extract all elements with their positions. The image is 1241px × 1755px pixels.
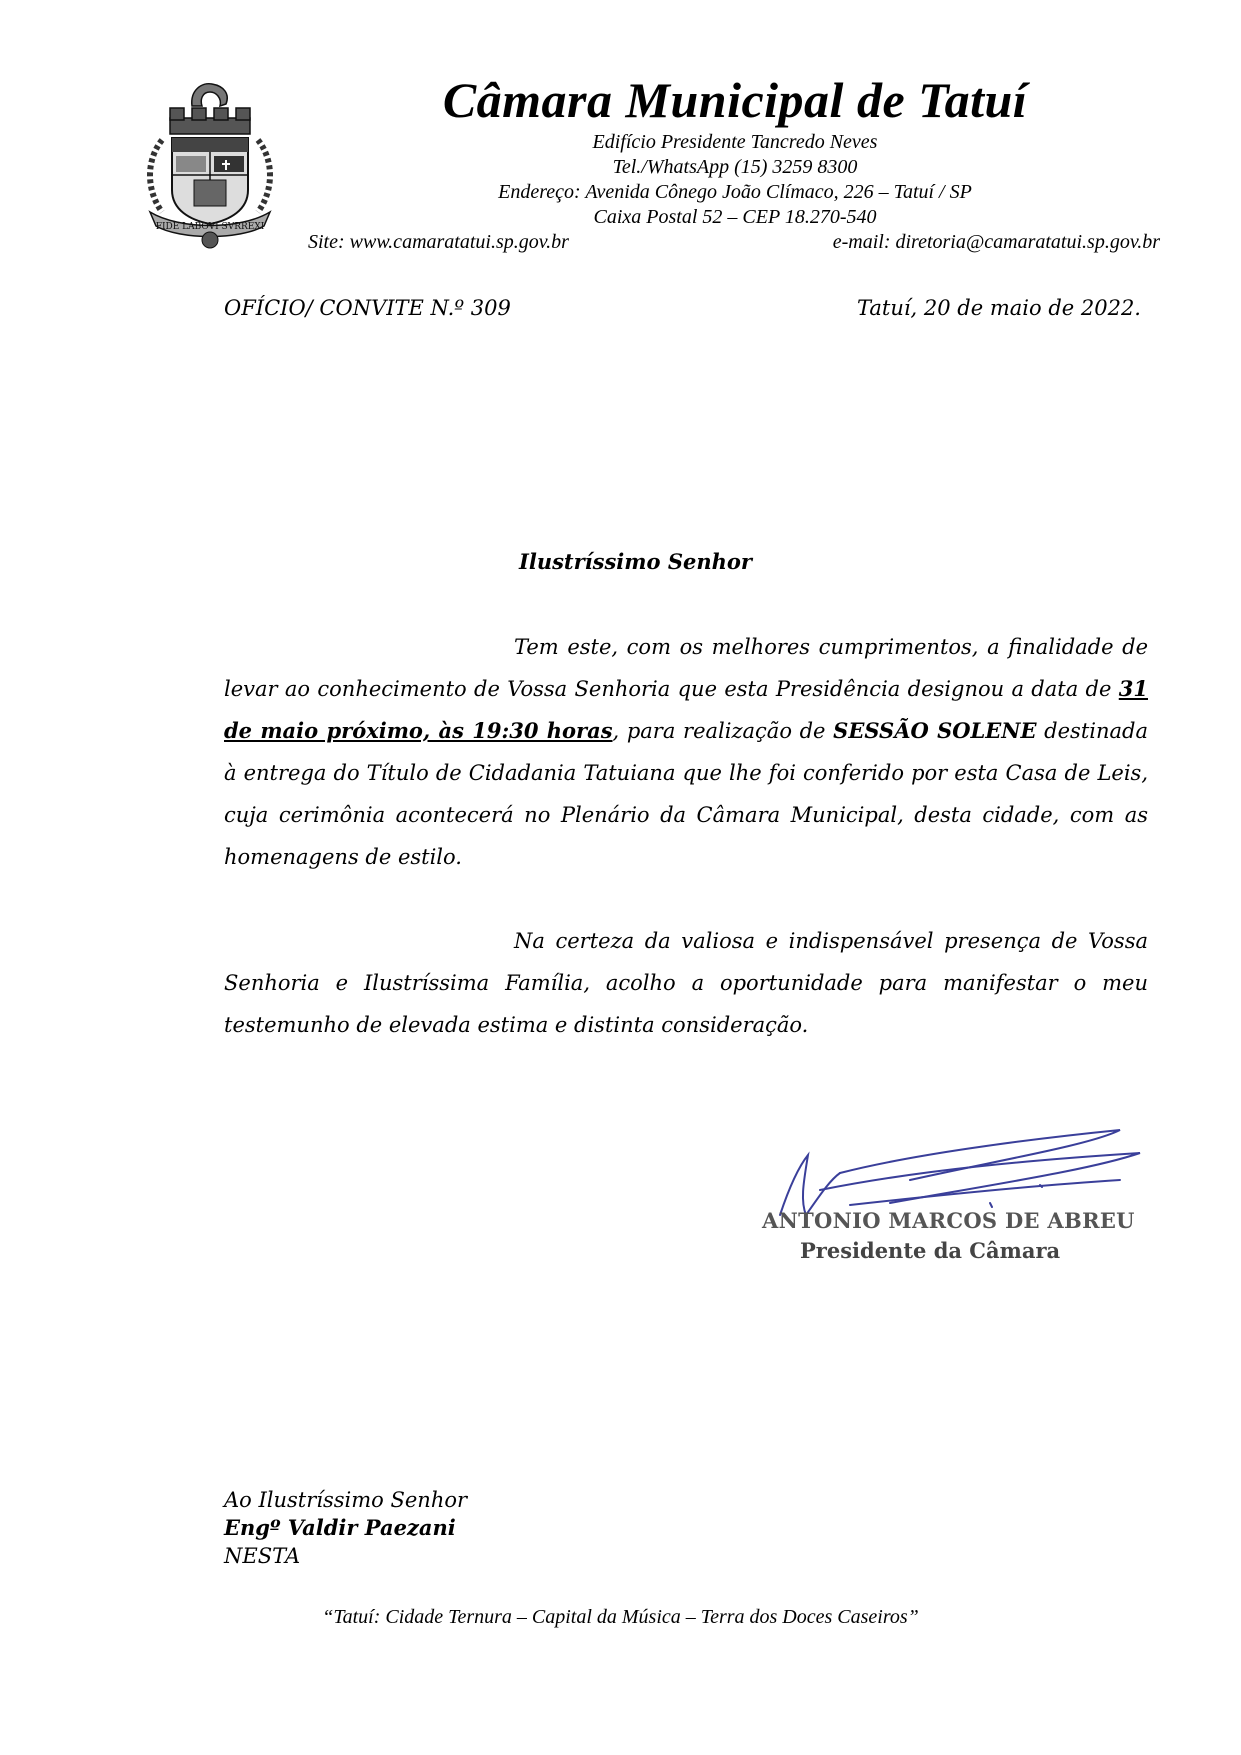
city-crest-logo	[140, 80, 280, 250]
website: Site: www.camaratatui.sp.gov.br	[308, 231, 569, 253]
body-paragraph-2: Na certeza da valiosa e indispensável presença de Vossa Senhoria e Ilustríssima Família, acolho a oportunidade para manifestar o meu testemunho de elevada estima e distinta consideração.	[224, 929, 1148, 1037]
signatory-role: Presidente da Câmara	[800, 1238, 1061, 1263]
recipient-line-1: Ao Ilustríssimo Senhor	[224, 1488, 468, 1512]
phone: Tel./WhatsApp (15) 3259 8300	[612, 156, 858, 178]
signatory-name: ANTONIO MARCOS DE ABREU	[762, 1208, 1135, 1233]
document-reference: OFÍCIO/ CONVITE N.º 309	[224, 296, 511, 320]
p1-mid: , para realização de	[612, 719, 834, 743]
recipient-block	[224, 1486, 467, 1570]
letterhead	[300, 70, 1170, 256]
building-name: Edifício Presidente Tancredo Neves	[592, 131, 878, 153]
email: e-mail: diretoria@camaratatui.sp.gov.br	[832, 231, 1160, 253]
crest-motto: FIDE LABOVI SVRREXI	[155, 222, 265, 232]
address: Endereço: Avenida Cônego João Clímaco, 226 – Tatuí / SP	[498, 181, 972, 203]
p1-start: Tem este, com os melhores cumprimentos, a finalidade de levar ao conhecimento de Vossa Senhoria que esta Presidência designou a data de	[224, 635, 1148, 701]
document-date: Tatuí, 20 de maio de 2022.	[856, 296, 1141, 320]
event-date: 31 de maio próximo, às 19:30 horas	[224, 676, 1148, 743]
recipient-name: Engº Valdir Paezani	[224, 1515, 456, 1540]
footer-slogan: “Tatuí: Cidade Ternura – Capital da Música – Terra dos Doces Caseiros”	[322, 1606, 919, 1628]
event-name: SESSÃO SOLENE	[833, 718, 1037, 743]
recipient-line-3: NESTA	[224, 1544, 301, 1568]
po-box: Caixa Postal 52 – CEP 18.270-540	[593, 206, 877, 228]
body-paragraph-1	[224, 626, 1148, 878]
salutation: Ilustríssimo Senhor	[519, 549, 752, 574]
institution-title: Câmara Municipal de Tatuí	[442, 72, 1028, 128]
contact-line	[300, 230, 1170, 256]
p1-end: destinada à entrega do Título de Cidadania Tatuiana que lhe foi conferido por esta Casa de Leis, cuja cerimônia acontecerá no Plenário da Câmara Municipal, desta cidade, com as homenagens de estilo.	[224, 719, 1148, 869]
